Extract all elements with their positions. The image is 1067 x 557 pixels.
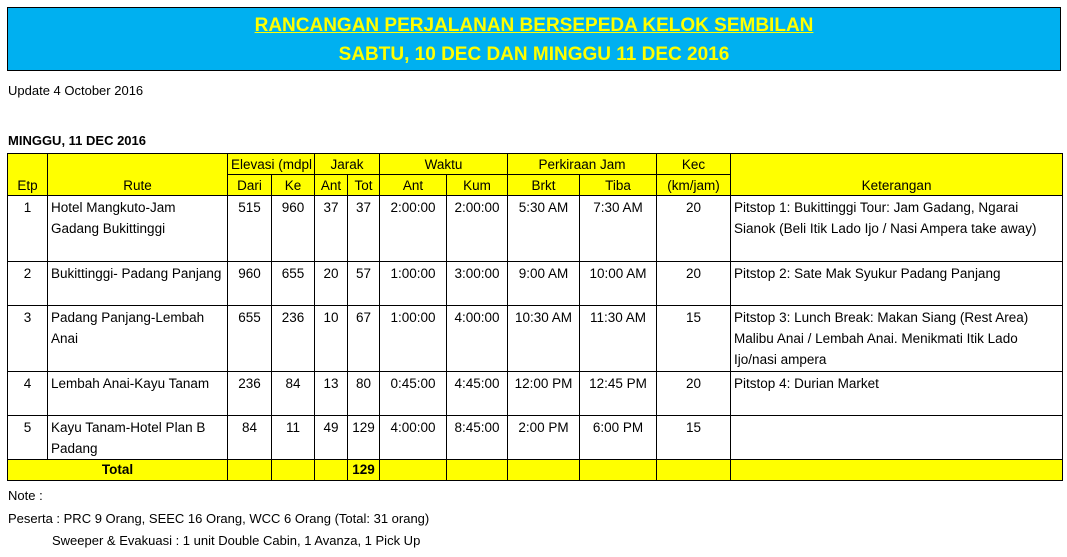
page-title: RANCANGAN PERJALANAN BERSEPEDA KELOK SEMBILAN <box>254 15 814 36</box>
header-row-1 <box>8 154 1063 175</box>
cell-dari: 236 <box>228 372 272 416</box>
cell-dari: 655 <box>228 306 272 372</box>
cell-jarak-ant: 37 <box>315 196 348 262</box>
header-waktu: Waktu <box>380 154 508 175</box>
cell-etp: 1 <box>8 196 48 262</box>
header-jarak: Jarak <box>315 154 380 175</box>
header-etp: Etp <box>8 154 48 196</box>
cell-ke: 84 <box>272 372 315 416</box>
total-empty-cell <box>315 460 348 481</box>
table-row <box>8 262 1063 306</box>
cell-rute: Padang Panjang-Lembah Anai <box>48 306 228 372</box>
cell-tiba: 10:00 AM <box>580 262 657 306</box>
cell-waktu-kum: 4:00:00 <box>447 306 508 372</box>
header-jarak-ant: Ant <box>315 175 348 196</box>
table-row <box>8 306 1063 372</box>
cell-brkt: 10:30 AM <box>508 306 580 372</box>
cell-etp: 5 <box>8 416 48 460</box>
total-empty-cell <box>508 460 580 481</box>
cell-jarak-tot: 37 <box>348 196 380 262</box>
total-empty-cell <box>731 460 1063 481</box>
cell-tiba: 7:30 AM <box>580 196 657 262</box>
cell-waktu-kum: 2:00:00 <box>447 196 508 262</box>
schedule-table <box>7 153 1063 481</box>
cell-ke: 960 <box>272 196 315 262</box>
cell-rute: Hotel Mangkuto-Jam Gadang Bukittinggi <box>48 196 228 262</box>
cell-waktu-kum: 4:45:00 <box>447 372 508 416</box>
total-jarak-tot: 129 <box>348 460 380 481</box>
cell-keterangan: Pitstop 4: Durian Market <box>731 372 1063 416</box>
cell-dari: 960 <box>228 262 272 306</box>
total-empty-cell <box>657 460 731 481</box>
cell-waktu-ant: 1:00:00 <box>380 306 447 372</box>
cell-brkt: 2:00 PM <box>508 416 580 460</box>
cell-jarak-ant: 10 <box>315 306 348 372</box>
cell-waktu-kum: 8:45:00 <box>447 416 508 460</box>
cell-keterangan: Pitstop 3: Lunch Break: Makan Siang (Rest Area) Malibu Anai / Lembah Anai. Menikmati Itik Lado Ijo/nasi ampera <box>731 306 1063 372</box>
header-jarak-tot: Tot <box>348 175 380 196</box>
cell-etp: 3 <box>8 306 48 372</box>
cell-kec: 20 <box>657 372 731 416</box>
cell-kec: 15 <box>657 306 731 372</box>
header-keterangan: Keterangan <box>731 154 1063 196</box>
header-ke: Ke <box>272 175 315 196</box>
cell-rute: Lembah Anai-Kayu Tanam <box>48 372 228 416</box>
header-elevasi: Elevasi (mdpl <box>228 154 315 175</box>
cell-waktu-ant: 2:00:00 <box>380 196 447 262</box>
cell-waktu-ant: 0:45:00 <box>380 372 447 416</box>
total-empty-cell <box>447 460 508 481</box>
cell-brkt: 5:30 AM <box>508 196 580 262</box>
page-subtitle: SABTU, 10 DEC DAN MINGGU 11 DEC 2016 <box>338 44 730 65</box>
header-kec-unit: (km/jam) <box>657 175 731 196</box>
header-waktu-ant: Ant <box>380 175 447 196</box>
total-empty-cell <box>580 460 657 481</box>
header-perkiraan-jam: Perkiraan Jam <box>508 154 657 175</box>
cell-dari: 84 <box>228 416 272 460</box>
cell-jarak-ant: 13 <box>315 372 348 416</box>
total-empty-cell <box>272 460 315 481</box>
cell-waktu-ant: 1:00:00 <box>380 262 447 306</box>
table-row <box>8 372 1063 416</box>
cell-ke: 236 <box>272 306 315 372</box>
cell-ke: 655 <box>272 262 315 306</box>
cell-etp: 2 <box>8 262 48 306</box>
cell-kec: 20 <box>657 262 731 306</box>
cell-jarak-tot: 129 <box>348 416 380 460</box>
header-tiba: Tiba <box>580 175 657 196</box>
cell-tiba: 6:00 PM <box>580 416 657 460</box>
table-row <box>8 196 1063 262</box>
notes-peserta: Peserta : PRC 9 Orang, SEEC 16 Orang, WCC 6 Orang (Total: 31 orang) <box>8 511 430 526</box>
header-rute: Rute <box>48 154 228 196</box>
header-kec: Kec <box>657 154 731 175</box>
cell-brkt: 12:00 PM <box>508 372 580 416</box>
total-row <box>8 460 1063 481</box>
title-banner <box>7 7 1061 71</box>
update-date: Update 4 October 2016 <box>8 83 144 98</box>
cell-waktu-ant: 4:00:00 <box>380 416 447 460</box>
total-label: Total <box>8 460 228 481</box>
cell-keterangan <box>731 416 1063 460</box>
table-row <box>8 416 1063 460</box>
total-empty-cell <box>228 460 272 481</box>
cell-rute: Bukittinggi- Padang Panjang <box>48 262 228 306</box>
cell-waktu-kum: 3:00:00 <box>447 262 508 306</box>
header-dari: Dari <box>228 175 272 196</box>
header-brkt: Brkt <box>508 175 580 196</box>
cell-etp: 4 <box>8 372 48 416</box>
header-waktu-kum: Kum <box>447 175 508 196</box>
cell-jarak-ant: 49 <box>315 416 348 460</box>
cell-kec: 15 <box>657 416 731 460</box>
cell-ke: 11 <box>272 416 315 460</box>
cell-rute: Kayu Tanam-Hotel Plan B Padang <box>48 416 228 460</box>
cell-jarak-ant: 20 <box>315 262 348 306</box>
notes-sweeper: Sweeper & Evakuasi : 1 unit Double Cabin, 1 Avanza, 1 Pick Up <box>52 533 421 548</box>
cell-keterangan: Pitstop 2: Sate Mak Syukur Padang Panjang <box>731 262 1063 306</box>
cell-jarak-tot: 80 <box>348 372 380 416</box>
total-empty-cell <box>380 460 447 481</box>
cell-tiba: 12:45 PM <box>580 372 657 416</box>
cell-jarak-tot: 57 <box>348 262 380 306</box>
notes-heading: Note : <box>8 488 43 503</box>
day-title: MINGGU, 11 DEC 2016 <box>8 133 146 148</box>
cell-dari: 515 <box>228 196 272 262</box>
cell-kec: 20 <box>657 196 731 262</box>
cell-tiba: 11:30 AM <box>580 306 657 372</box>
cell-jarak-tot: 67 <box>348 306 380 372</box>
cell-keterangan: Pitstop 1: Bukittinggi Tour: Jam Gadang, Ngarai Sianok (Beli Itik Lado Ijo / Nasi Ampera take away) <box>731 196 1063 262</box>
cell-brkt: 9:00 AM <box>508 262 580 306</box>
